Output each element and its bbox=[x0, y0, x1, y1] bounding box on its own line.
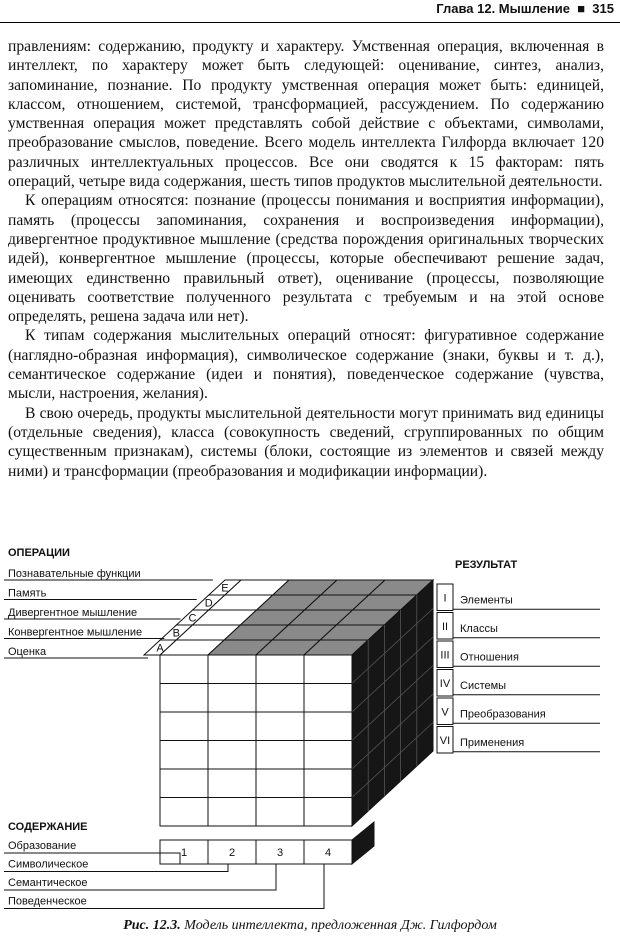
result-label: Системы bbox=[460, 679, 507, 692]
cube-front-cell bbox=[256, 655, 304, 684]
content-number: 3 bbox=[276, 847, 284, 859]
operation-label: Память bbox=[8, 587, 47, 600]
caption-number: Рис. 12.3. bbox=[123, 918, 181, 933]
content-number: 2 bbox=[228, 847, 236, 859]
result-label: Отношения bbox=[460, 651, 519, 664]
body-text bbox=[8, 37, 604, 481]
operation-letter: D bbox=[204, 597, 213, 610]
cube-front-cell bbox=[208, 684, 256, 713]
operation-letter: E bbox=[221, 582, 229, 595]
cube-front-cell bbox=[208, 798, 256, 827]
cube-front-cell bbox=[208, 655, 256, 684]
content-title: СОДЕРЖАНИЕ bbox=[8, 821, 88, 833]
operation-label: Дивергентное мышление bbox=[8, 607, 138, 619]
result-label: Применения bbox=[460, 736, 525, 749]
page-number: 315 bbox=[592, 1, 614, 16]
cube-front-cell bbox=[256, 769, 304, 798]
operation-label: Оценка bbox=[8, 646, 47, 658]
content-number: 4 bbox=[324, 847, 332, 859]
cube-front-cell bbox=[160, 741, 208, 770]
content-number: 1 bbox=[180, 847, 188, 859]
paragraph: В свою очередь, продукты мыслительной деятельности могут принимать вид единицы (отдельные сведения), класса (совокупность сведений, сгруппированных по общим существенным признакам), системы (блоки, состоящие из элементов и связей между ними) и трансформации (преобразования и модификации информации). bbox=[8, 404, 604, 480]
cube-front-cell bbox=[160, 798, 208, 827]
cube-front-cell bbox=[160, 684, 208, 713]
cube-front-cell bbox=[256, 741, 304, 770]
operation-letter: A bbox=[156, 642, 164, 655]
chapter-title: Глава 12. Мышление bbox=[436, 1, 570, 16]
paragraph: правлениям: содержанию, продукту и характеру. Умственная операция, включенная в интеллект, по характеру может быть следующей: оценивание, синтез, анализ, запоминание, познание. По продукту умственная операция может быть: единицей, классом, отношением, системой, трансформацией, рассуждением. По содержанию умственная операция может представлять собой действие с объектами, символами, преобразование смыслов, поведение. Всего модель интеллекта Гилфорда включает 120 различных интеллектуальных процессов. Все они сводятся к 15 факторам: пять операций, четыре вида содержания, шесть типов продуктов мыслительной деятельности. bbox=[8, 38, 604, 191]
paragraph: К типам содержания мыслительных операций относят: фигуративное содержание (наглядно-образная информация), символическое содержание (знаки, буквы и т. д.), семантическое содержание (идеи и понятия), поведенческое содержание (чувства, мысли, настроения, желания). bbox=[8, 327, 604, 403]
operations-title: ОПЕРАЦИИ bbox=[8, 547, 70, 559]
cube-front-cell bbox=[208, 712, 256, 741]
cube-front-cell bbox=[208, 769, 256, 798]
content-label: Образование bbox=[8, 840, 77, 852]
cube-front-cell bbox=[304, 798, 352, 827]
cube-front-cell bbox=[160, 712, 208, 741]
cube-front-cell bbox=[208, 741, 256, 770]
cube-front-cell bbox=[304, 712, 352, 741]
operation-letter: C bbox=[188, 612, 197, 625]
content-label: Семантическое bbox=[8, 877, 88, 889]
result-numeral: IV bbox=[439, 677, 451, 690]
result-title: РЕЗУЛЬТАТ bbox=[455, 559, 518, 571]
header-square-icon: ■ bbox=[573, 1, 589, 16]
cube-front-cell bbox=[160, 769, 208, 798]
result-numeral: V bbox=[441, 706, 449, 719]
operation-label: Конвергентное мышление bbox=[8, 626, 143, 639]
cube-front-cell bbox=[256, 798, 304, 827]
caption-text: Модель интеллекта, предложенная Дж. Гилфордом bbox=[184, 918, 497, 933]
result-numeral: VI bbox=[439, 734, 451, 747]
operation-label: Познавательные функции bbox=[8, 568, 141, 580]
result-numeral: II bbox=[441, 620, 449, 633]
cube-front-cell bbox=[304, 684, 352, 713]
figure-caption bbox=[0, 918, 620, 934]
cube-front-cell bbox=[256, 712, 304, 741]
paragraph: К операциям относятся: познание (процессы понимания и восприятия информации), память (процессы запоминания, сохранения и воспроизведения информации), дивергентное продуктивное мышление (средства порождения оригинальных творческих идей), конвергентное мышление (процессы, которые обеспечивают решение задач, имеющих единственно правильный ответ), оценивание (процессы, позволяющие оценивать соответствие полученного результата с требуемым и на этой основе определять, решена задача или нет). bbox=[8, 192, 604, 326]
guilford-cube-figure bbox=[0, 540, 620, 910]
result-numeral: I bbox=[443, 592, 447, 605]
cube-front-cell bbox=[256, 684, 304, 713]
cube-front-cell bbox=[160, 655, 208, 684]
content-label: Символическое bbox=[8, 858, 89, 871]
cube-front-cell bbox=[304, 655, 352, 684]
cube-front-cell bbox=[304, 769, 352, 798]
content-label: Поведенческое bbox=[8, 895, 87, 908]
result-label: Преобразования bbox=[460, 708, 546, 721]
result-numeral: III bbox=[440, 649, 450, 662]
content-strip-side bbox=[352, 822, 374, 864]
running-header bbox=[0, 0, 620, 23]
operation-letter: B bbox=[172, 627, 180, 640]
cube-front-cell bbox=[304, 741, 352, 770]
result-label: Элементы bbox=[460, 594, 513, 607]
result-label: Классы bbox=[460, 622, 498, 635]
cube-diagram bbox=[0, 540, 620, 910]
